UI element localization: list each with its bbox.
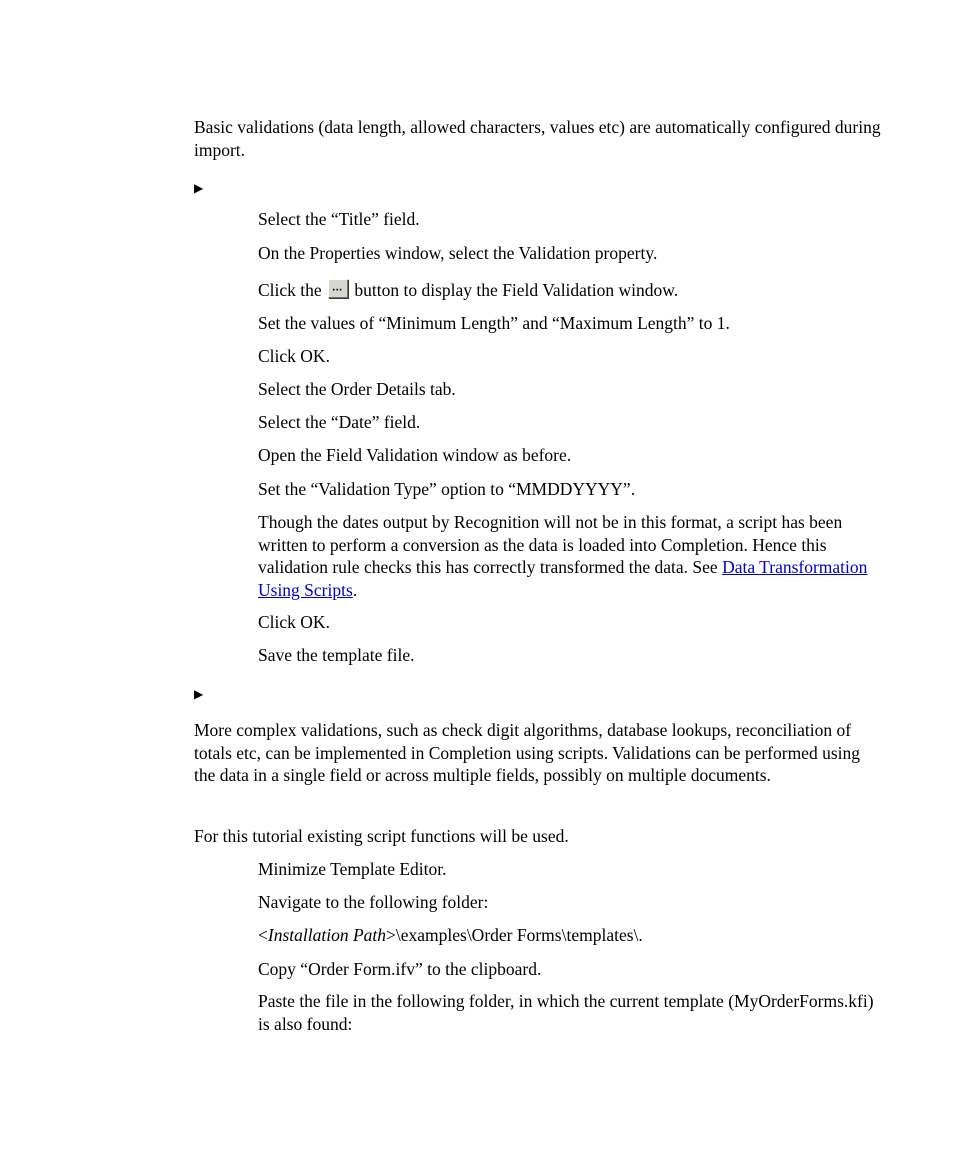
step-click-ok-2: Click OK. [258, 612, 330, 632]
intro-paragraph: Basic validations (data length, allowed characters, values etc) are automatically configured during import. [194, 117, 881, 160]
step-copy-order-form: Copy “Order Form.ifv” to the clipboard. [258, 959, 542, 979]
complex-validations-paragraph: More complex validations, such as check digit algorithms, database lookups, reconciliation of totals etc, can be implemented in Completion using scripts. Validations can be performed using the data in a single field or across multiple fields, possibly on multiple documents. [194, 720, 860, 785]
ellipsis-button-icon [328, 279, 348, 298]
data-transformation-link[interactable]: Data Transformation Using Scripts [258, 557, 868, 600]
path-rest: >\examples\Order Forms\templates\. [386, 925, 643, 945]
path-installation-italic: Installation Path [267, 925, 386, 945]
ellipsis-dots: ··· [332, 286, 343, 296]
step-click-ellipsis-button [258, 279, 878, 302]
step-save-template: Save the template file. [258, 645, 415, 665]
procedure-bullet-icon: ▶ [194, 181, 204, 195]
step-set-lengths: Set the values of “Minimum Length” and “Maximum Length” to 1. [258, 313, 730, 333]
path-open-bracket: < [258, 925, 268, 945]
step-select-validation-property: On the Properties window, select the Validation property. [258, 243, 658, 263]
procedure-bullet-icon-2: ▶ [194, 687, 204, 701]
step-installation-path [258, 924, 878, 947]
step-open-field-validation: Open the Field Validation window as before. [258, 445, 572, 465]
note-paragraph [258, 511, 878, 601]
step-click-after: button to display the Field Validation window. [350, 280, 679, 300]
step-paste-file: Paste the file in the following folder, in which the current template (MyOrderForms.kfi) is also found: [258, 991, 874, 1034]
step-minimize-editor: Minimize Template Editor. [258, 859, 447, 879]
note-text: Though the dates output by Recognition will not be in this format, a script has been written to perform a conversion as the data is loaded into Completion. Hence this validation rule checks this has correctly transformed the data. See [258, 512, 843, 577]
step-click-before: Click the [258, 280, 327, 300]
step-select-order-details-tab: Select the Order Details tab. [258, 379, 456, 399]
step-select-title: Select the “Title” field. [258, 209, 420, 229]
step-navigate-folder: Navigate to the following folder: [258, 892, 489, 912]
step-set-validation-type: Set the “Validation Type” option to “MMDDYYYY”. [258, 479, 636, 499]
note-after: . [352, 579, 358, 600]
tutorial-paragraph: For this tutorial existing script functions will be used. [194, 826, 569, 846]
step-click-ok-1: Click OK. [258, 346, 330, 366]
step-select-date-field: Select the “Date” field. [258, 412, 421, 432]
